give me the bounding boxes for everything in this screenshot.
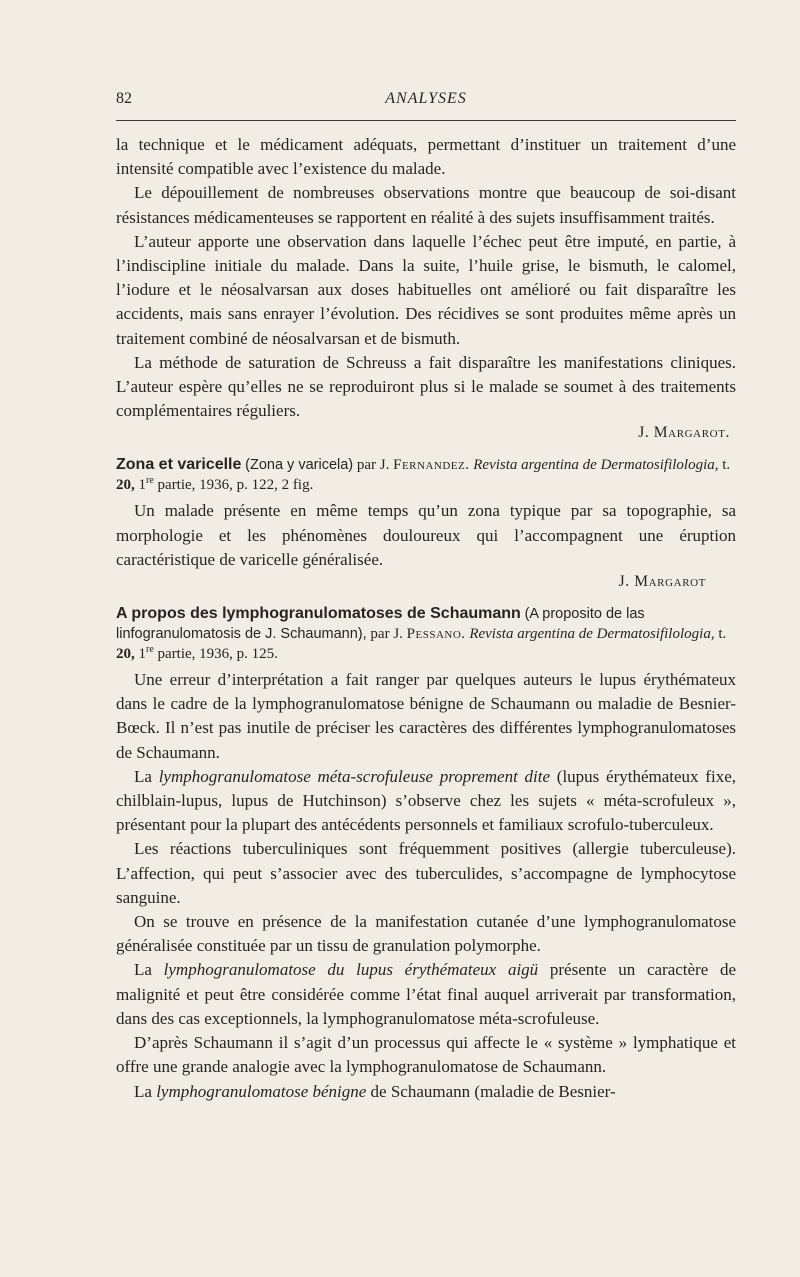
article-2-paragraph-2 — [116, 765, 736, 838]
article-2-p2-emphasis: lymphogranulomatose méta-scrofuleuse proprement dite — [158, 766, 551, 786]
article-2-p7-emphasis: lymphogranulomatose bénigne — [156, 1081, 367, 1101]
running-title: ANALYSES — [385, 90, 467, 107]
article-2-part-sup: re — [146, 644, 154, 656]
article-2-paragraph-7 — [116, 1080, 736, 1104]
intro-paragraph-2: Le dépouillement de nombreuses observations montre que beaucoup de soi-disant résistances médicamenteuses se rapportent en réalité à des sujets insuffisamment traités. — [116, 183, 736, 227]
intro-signature: J. Margarot. — [638, 424, 730, 442]
article-1-original-title: (Zona y varicela) — [245, 457, 354, 474]
article-1-journal: Revista argentina de Dermatosifilologia, — [473, 457, 719, 474]
article-1-title: Zona et varicelle — [116, 456, 242, 474]
page — [116, 90, 736, 1104]
article-1-heading — [116, 455, 736, 495]
article-1-by: par J. — [356, 457, 390, 474]
article-2-journal: Revista argentina de Dermatosifilologia, — [469, 626, 715, 643]
intro-paragraph-4: La méthode de saturation de Schreuss a fait disparaître les manifestations cliniques. L’auteur espère qu’elles ne se reproduiront plus si le malade se soumet à des traitements complémentaires réguliers. — [116, 352, 736, 421]
intro-paragraph-1: la technique et le médicament adéquats, permettant d’instituer un traitement d’une intensité compatible avec l’existence du malade. — [116, 135, 736, 179]
page-header — [116, 90, 736, 110]
article-2-p2-lead: La — [134, 766, 152, 786]
article-1-ref-rest: partie, 1936, p. 122, 2 fig. — [157, 477, 314, 494]
article-2-paragraph-3: Les réactions tuberculiniques sont fréquemment positives (allergie tuberculeuse). L’affection, qui peut s’associer avec des tuberculides, s’accompagne de lymphocytose sanguine. — [116, 839, 736, 907]
intro-paragraph-3: L’auteur apporte une observation dans laquelle l’échec peut être imputé, en partie, à l’indiscipline initiale du malade. Dans la suite, l’huile grise, le bismuth, le calomel, l’iodure et le néosalvarsan aux doses habituelles ont amélioré ou fait disparaître les accidents, mais sans enrayer l’évolution. Des récidives se sont produites même après un traitement combiné de néosalvarsan et de bismuth. — [116, 231, 736, 348]
page-number: 82 — [116, 90, 132, 107]
article-2-p7-lead: La — [134, 1081, 152, 1101]
article-2-title: A propos des lymphogranulomatoses de Schaumann — [116, 605, 521, 623]
article-1-signature: J. Margarot — [618, 573, 706, 591]
article-2-p5-lead: La — [134, 960, 152, 980]
article-1-part-num: 1 — [138, 477, 146, 494]
article-2-paragraph-5 — [116, 958, 736, 1031]
header-rule — [116, 120, 736, 121]
article-1-ref-t: t. — [722, 457, 731, 474]
article-2-ref-rest: partie, 1936, p. 125. — [157, 646, 278, 663]
article-2-paragraph-4: On se trouve en présence de la manifestation cutanée d’une lymphogranulomatose généralisée constituée par un tissu de granulation polymorphe. — [116, 912, 736, 956]
article-1-volume: 20, — [116, 477, 135, 494]
article-2-heading — [116, 604, 736, 664]
article-2-p5-emphasis: lymphogranulomatose du lupus érythémateux aigü — [163, 960, 539, 980]
article-2-p7-rest: de Schaumann (maladie de Besnier- — [370, 1081, 616, 1101]
article-2-paragraph-6: D’après Schaumann il s’agit d’un processus qui affecte le « système » lymphatique et offre une grande analogie avec la lymphogranulomatose de Schaumann. — [116, 1033, 736, 1077]
article-2-ref-t: t. — [718, 626, 727, 643]
article-1-paragraph-1: Un malade présente en même temps qu’un zona typique par sa topographie, sa morphologie et les phénomènes douloureux qui l’accompagnent une éruption caractéristique de varicelle généralisée. — [116, 501, 736, 569]
article-2-author: Pessano. — [406, 626, 466, 643]
article-1-author: Fernandez. — [393, 457, 470, 474]
article-2-part-num: 1 — [138, 646, 146, 663]
article-2-paragraph-1: Une erreur d’interprétation a fait ranger par quelques auteurs le lupus érythémateux dans le cadre de la lymphogranulomatose bénigne de Schaumann ou maladie de Besnier-Bœck. Il n’est pas inutile de préciser les caractères des différentes lymphogranulomatoses de Schaumann. — [116, 670, 736, 762]
article-2-by: par J. — [370, 626, 403, 643]
article-2-p5-rest: présente un caractère de malignité et peut être considérée comme l’état final auquel arriverait par transformation, dans des cas exceptionnels, la lymphogranulomatose méta-scrofuleuse. — [116, 960, 737, 1028]
article-2-original-title: (A proposito de las linfogranulomatosis de J. Schaumann), — [116, 606, 645, 643]
article-2-volume: 20, — [116, 646, 135, 663]
article-1-part-sup: re — [146, 475, 154, 487]
article-2-p2-rest: (lupus érythémateux fixe, chilblain-lupus, lupus de Hutchinson) s’observe chez les sujets « méta-scrofuleux », présentant pour la plupart des antécédents personnels et familiaux scrofulo-tuberculeux. — [116, 766, 736, 835]
